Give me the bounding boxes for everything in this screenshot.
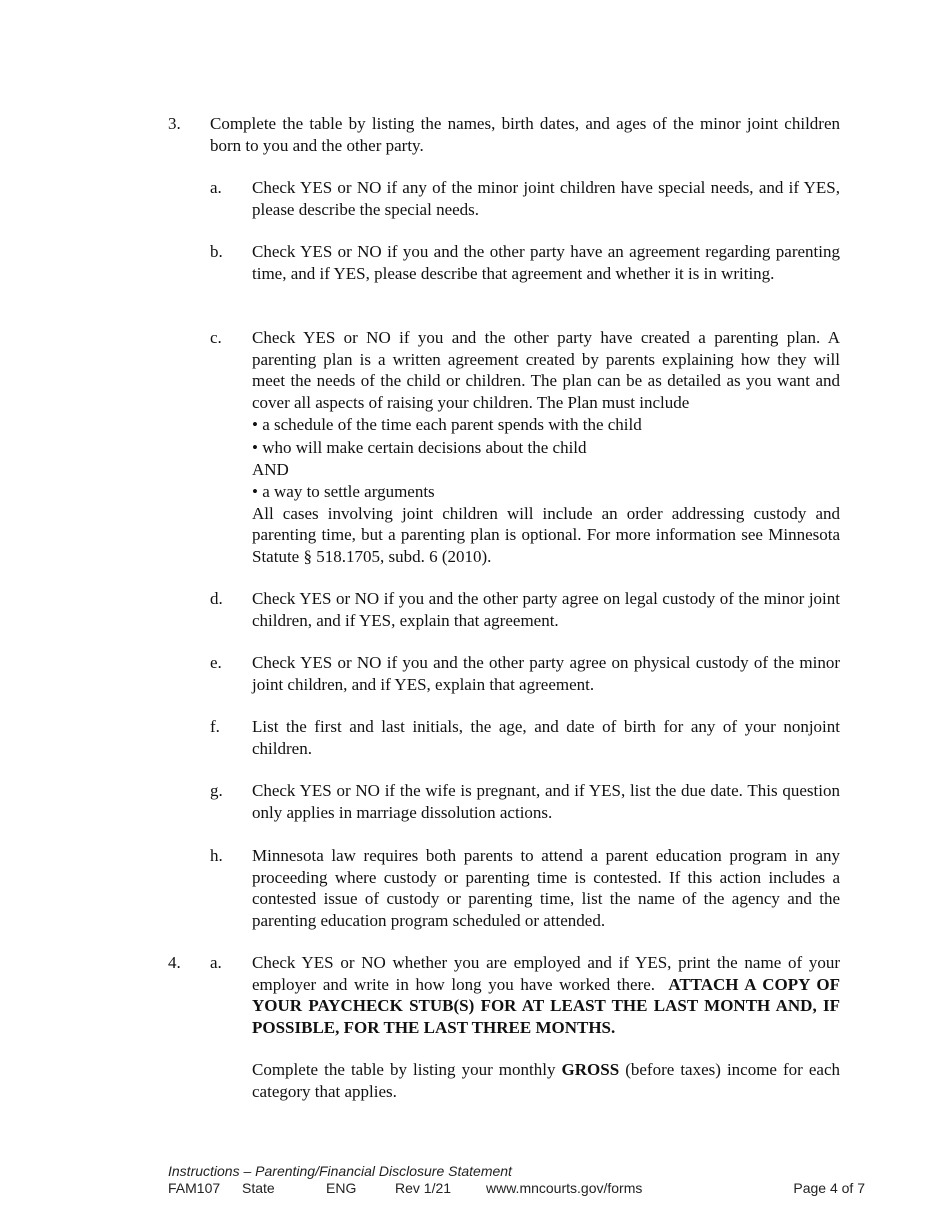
sub-label: b. [210,242,223,261]
item-number: 4. [168,953,181,972]
sub-label: h. [210,846,223,865]
item-3f [168,716,840,759]
item-3b [168,241,840,284]
parenting-plan-description: Check YES or NO if you and the other party have created a parenting plan. A parenting plan is a written agreement created by parents explaining how they will meet the needs of the child or children. The plan can be as detailed as you want and cover all aspects of raising your children. The Plan must include [252,328,840,412]
sub-label: f. [210,717,220,736]
forms-url[interactable]: www.mncourts.gov/forms [486,1180,643,1196]
item-3g [168,780,840,823]
sub-label: d. [210,589,223,608]
item-3 [168,113,840,156]
sub-label: a. [210,953,222,972]
item-number: 3. [168,114,181,133]
sub-label: e. [210,653,222,672]
footer-title: Instructions – Parenting/Financial Disclosure Statement [168,1163,512,1179]
item-3-text: Complete the table by listing the names, birth dates, and ages of the minor joint children born to you and the other party. [210,114,840,155]
form-language: ENG [326,1180,357,1196]
employment-instruction: Check YES or NO whether you are employed and if YES, print the name of your employer and write in how long you have worked there. [252,953,840,994]
parenting-plan-closing: All cases involving joint children will include an order addressing custody and parenting time, but a parenting plan is optional. For more information see Minnesota Statute § 518.1705, subd. 6 (2010). [252,503,840,566]
paycheck-stub-notice: ATTACH A COPY OF YOUR PAYCHECK STUB(S) FOR AT LEAST THE LAST MONTH AND, IF POSSIBLE, FOR THE LAST THREE MONTHS. [252,974,840,1037]
item-3e [168,652,840,695]
sub-label: g. [210,781,223,800]
gross-text-after: (before taxes) income for each category that applies. [252,1060,841,1101]
item-3b-text: Check YES or NO if you and the other party have an agreement regarding parenting time, and if YES, please describe that agreement and whether it is in writing. [252,242,840,283]
sub-label: c. [210,328,222,347]
bullet-decisions: • who will make certain decisions about the child [252,437,587,457]
item-3c-text [252,327,840,568]
page-number: Page 4 of 7 [793,1180,865,1196]
and-connector: AND [252,459,289,479]
item-4a [168,952,840,1038]
item-3a [168,177,840,220]
bullet-schedule: • a schedule of the time each parent spends with the child [252,415,642,435]
form-state: State [242,1180,275,1196]
item-3h [168,845,840,931]
item-3h-text: Minnesota law requires both parents to attend a parent education program in any proceeding where custody or parenting time is contested. If this action includes a contested issue of custody or parenting time, list the name of the agency and the parenting education program scheduled or attended. [252,846,840,930]
item-3a-text: Check YES or NO if any of the minor joint children have special needs, and if YES, please describe the special needs. [252,178,840,219]
item-3e-text: Check YES or NO if you and the other party agree on physical custody of the minor joint children, and if YES, explain that agreement. [252,653,840,694]
item-3g-text: Check YES or NO if the wife is pregnant, and if YES, list the due date. This question only applies in marriage dissolution actions. [252,781,840,822]
sub-label: a. [210,178,222,197]
item-3c [168,327,840,568]
form-revision: Rev 1/21 [395,1180,452,1196]
footer-row [168,1180,868,1197]
gross-emphasis: GROSS [561,1060,620,1079]
bullet-arguments: • a way to settle arguments [252,482,435,502]
item-3d [168,588,840,631]
item-3d-text: Check YES or NO if you and the other party agree on legal custody of the minor joint children, and if YES, explain that agreement. [252,589,840,630]
item-4a-text [252,952,840,1038]
item-4-gross [168,1059,840,1102]
item-3f-text: List the first and last initials, the age, and date of birth for any of your nonjoint children. [252,717,840,758]
gross-text-before: Complete the table by listing your monthly [252,1060,556,1079]
gross-income-text [252,1059,840,1102]
page-footer [168,1163,868,1197]
form-code: FAM107 [168,1180,221,1196]
